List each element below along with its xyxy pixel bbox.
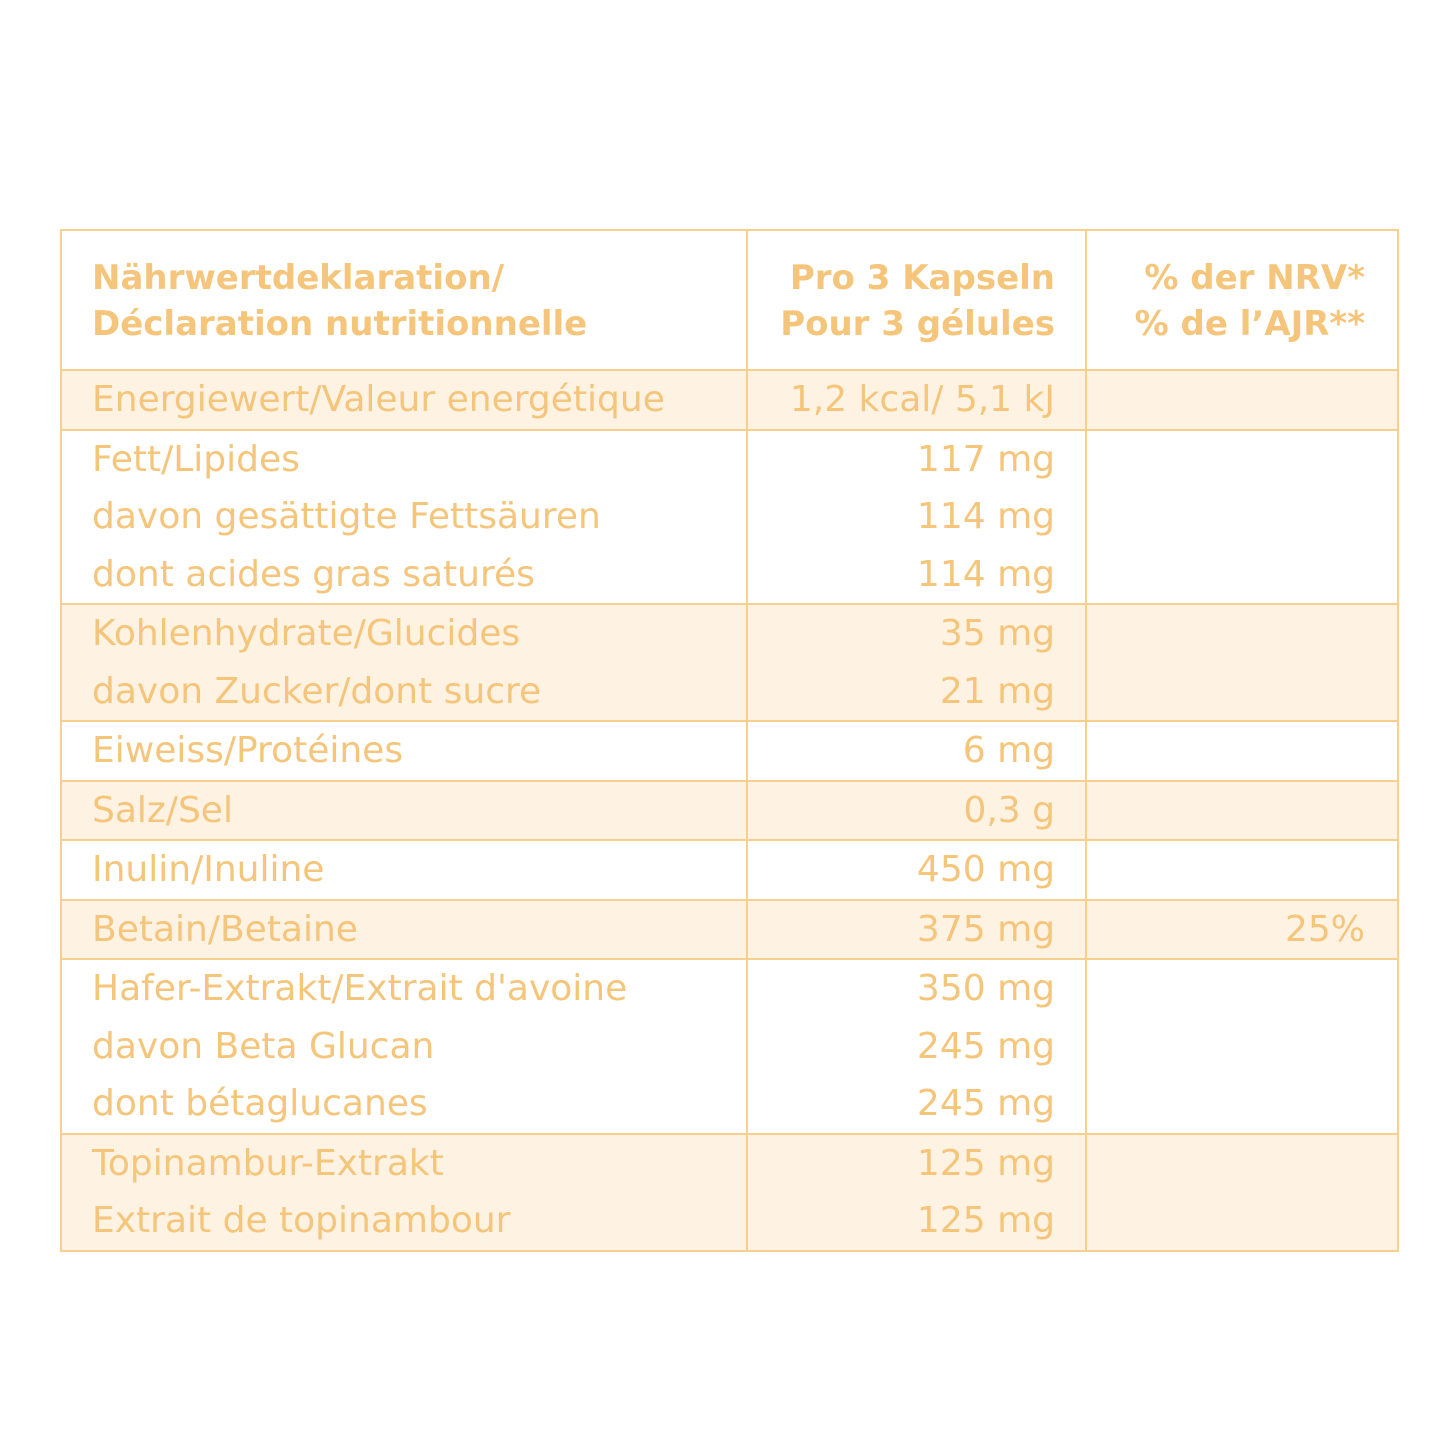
nutrient-amount: 6 mg [962, 730, 1055, 771]
row-nrv [1086, 430, 1398, 605]
row-label [61, 721, 747, 781]
row-label [61, 959, 747, 1134]
row-amount [747, 840, 1086, 900]
table-header-row [61, 230, 1398, 370]
nutrient-name: davon gesättigte Fettsäuren [92, 496, 601, 537]
nutrient-name: davon Beta Glucan [92, 1025, 435, 1067]
table-row [61, 721, 1398, 781]
row-label [61, 370, 747, 430]
row-label [61, 1134, 747, 1251]
row-nrv: 25% [1086, 900, 1398, 960]
nutrient-name: Betain/Betaine [92, 908, 358, 950]
nutrient-amount: 1,2 kcal/ 5,1 kJ [789, 379, 1055, 420]
nutrient-amount: 125 mg [916, 1142, 1055, 1184]
row-label [61, 900, 747, 960]
nutrient-name: Kohlenhydrate/Glucides [92, 613, 521, 654]
row-nrv [1086, 604, 1398, 721]
nutrition-table [60, 229, 1399, 1252]
row-nrv [1086, 959, 1398, 1134]
nutrient-amount: 117 mg [916, 438, 1055, 480]
table-row [61, 781, 1398, 841]
nutrient-amount: 114 mg [916, 496, 1055, 537]
row-nrv [1086, 370, 1398, 430]
row-amount [747, 430, 1086, 605]
nutrient-amount: 35 mg [939, 613, 1055, 654]
nutrient-name: Extrait de topinambour [92, 1200, 511, 1241]
nutrient-amount: 245 mg [916, 1025, 1055, 1067]
table-row [61, 430, 1398, 605]
nutrient-name: dont bétaglucanes [92, 1083, 428, 1124]
header-amount [747, 230, 1086, 370]
row-label [61, 430, 747, 605]
nutrient-amount: 114 mg [916, 553, 1055, 595]
nutrient-name: davon Zucker/dont sucre [92, 670, 542, 712]
table-row [61, 370, 1398, 430]
nutrient-name: Eiweiss/Protéines [92, 730, 404, 771]
row-nrv [1086, 721, 1398, 781]
nutrient-name: dont acides gras saturés [92, 553, 535, 595]
row-amount [747, 781, 1086, 841]
nutrient-amount: 450 mg [916, 849, 1055, 890]
table-row [61, 900, 1398, 960]
row-amount [747, 1134, 1086, 1251]
row-label [61, 840, 747, 900]
table-row [61, 1134, 1398, 1251]
row-amount [747, 721, 1086, 781]
nutrient-amount: 245 mg [916, 1083, 1055, 1124]
table-row [61, 840, 1398, 900]
nutrient-amount: 0,3 g [963, 789, 1055, 831]
row-nrv [1086, 840, 1398, 900]
table-row [61, 959, 1398, 1134]
row-label [61, 604, 747, 721]
nutrient-name: Hafer-Extrakt/Extrait d'avoine [92, 968, 628, 1009]
row-amount [747, 900, 1086, 960]
nutrient-amount: 21 mg [939, 670, 1055, 712]
row-nrv [1086, 781, 1398, 841]
nutrient-amount: 350 mg [916, 968, 1055, 1009]
nutrient-amount: 375 mg [916, 908, 1055, 950]
nutrient-name: Fett/Lipides [92, 438, 300, 480]
nutrient-name: Salz/Sel [92, 789, 233, 831]
header-amount-de: Pro 3 Kapseln [789, 258, 1055, 298]
header-nrv [1086, 230, 1398, 370]
nutrient-amount: 125 mg [916, 1200, 1055, 1241]
nutrient-name: Inulin/Inuline [92, 849, 325, 890]
row-label [61, 781, 747, 841]
row-amount [747, 604, 1086, 721]
row-amount [747, 959, 1086, 1134]
header-declaration [61, 230, 747, 370]
header-nrv-fr: % de l’AJR** [1134, 304, 1365, 344]
row-nrv [1086, 1134, 1398, 1251]
nutrient-name: Topinambur-Extrakt [92, 1142, 444, 1184]
nutrient-name: Energiewert/Valeur energétique [92, 379, 665, 420]
header-amount-fr: Pour 3 gélules [780, 304, 1055, 344]
table-row [61, 604, 1398, 721]
header-nrv-de: % der NRV* [1144, 258, 1365, 298]
header-declaration-fr: Déclaration nutritionnelle [92, 304, 588, 344]
header-declaration-de: Nährwertdeklaration/ [92, 258, 505, 298]
row-amount [747, 370, 1086, 430]
